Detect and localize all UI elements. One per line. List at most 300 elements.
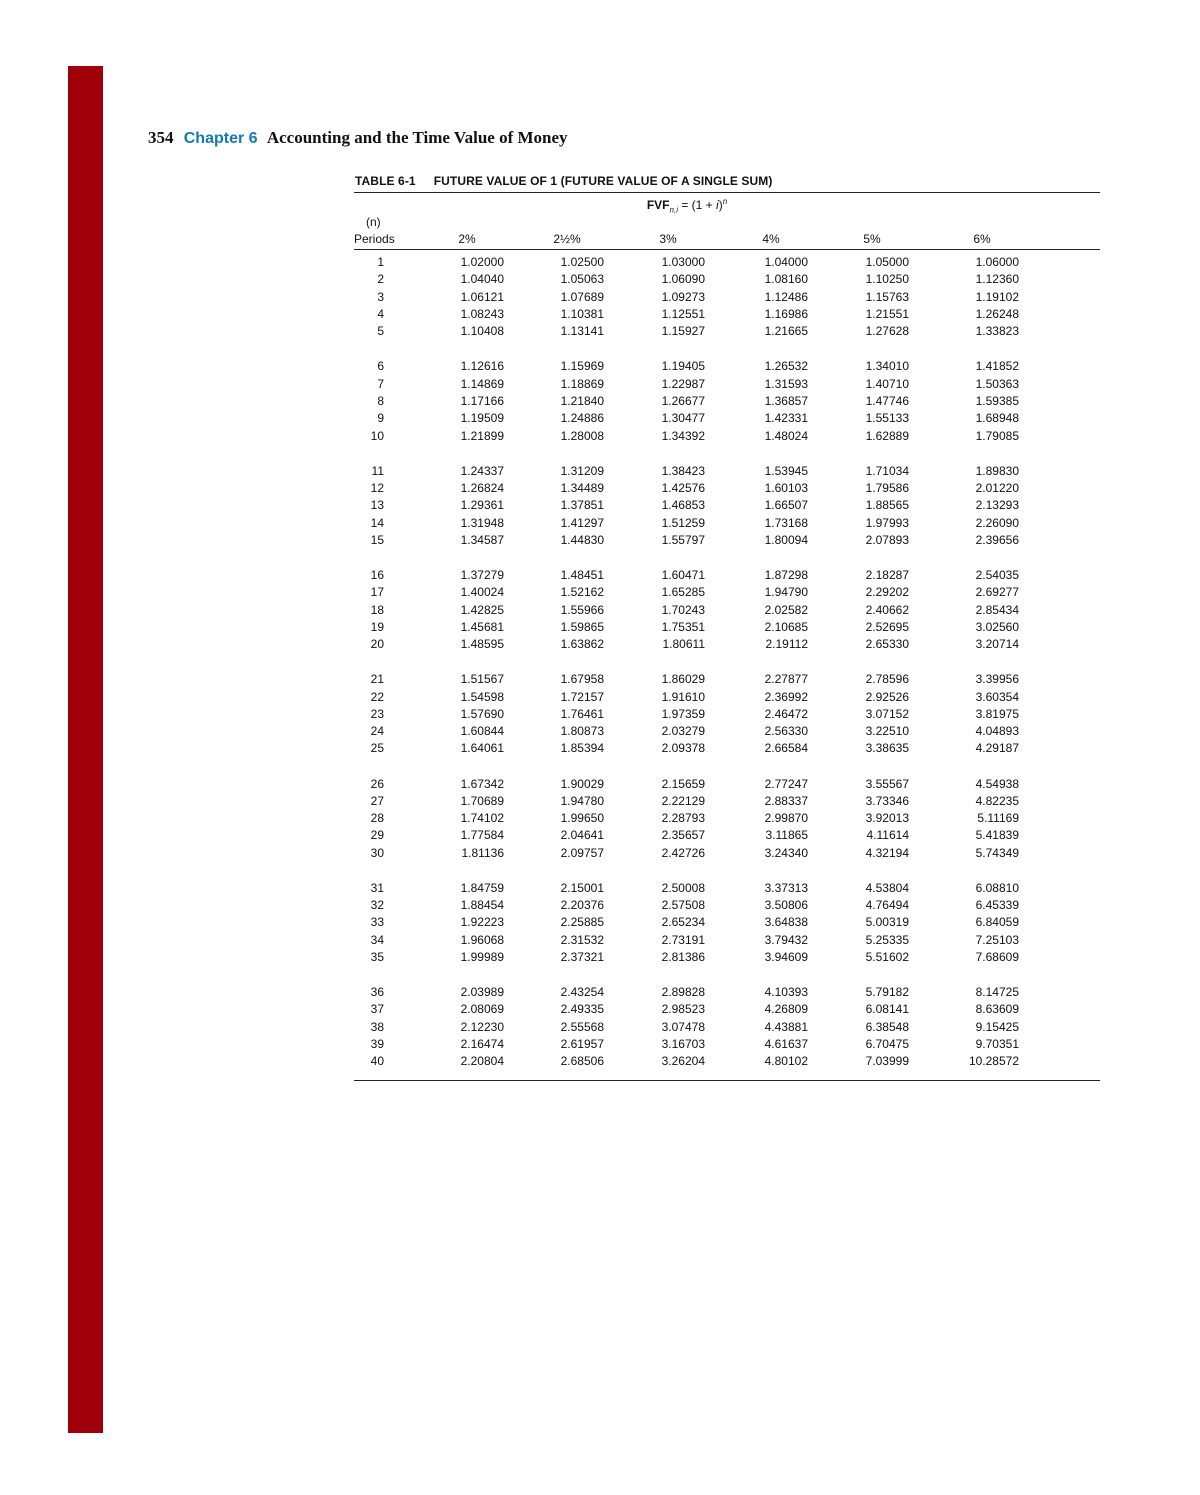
value-cell: 2.35657 (661, 828, 705, 843)
period-cell: 6 (377, 359, 384, 374)
period-cell: 32 (370, 898, 384, 913)
formula-lhs: FVF (646, 198, 670, 212)
period-cell: 8 (377, 393, 384, 408)
period-cell: 4 (377, 306, 384, 321)
value-cell: 1.34489 (560, 480, 604, 495)
value-cell: 1.90029 (560, 776, 604, 791)
value-cell: 1.55797 (661, 532, 705, 547)
value-cell: 3.24340 (764, 845, 808, 860)
value-cell: 1.37851 (560, 498, 604, 513)
value-cell: 1.80873 (560, 724, 604, 739)
value-cell: 2.92526 (865, 689, 909, 704)
value-cell: 1.62889 (865, 428, 909, 443)
period-cell: 40 (370, 1054, 384, 1069)
value-cell: 1.19405 (661, 359, 705, 374)
value-cell: 1.67958 (560, 672, 604, 687)
value-cell: 1.09273 (661, 289, 705, 304)
rate-header-2-5: 2½% (553, 232, 581, 246)
value-cell: 1.86029 (661, 672, 705, 687)
value-cell: 4.32194 (865, 845, 909, 860)
value-cell: 6.08810 (975, 880, 1019, 895)
value-cell: 1.84759 (460, 880, 504, 895)
value-cell: 6.45339 (975, 898, 1019, 913)
value-cell: 2.65234 (661, 915, 705, 930)
value-cell: 3.39956 (975, 672, 1019, 687)
page-edge-bar (68, 66, 103, 1433)
value-cell: 1.34587 (460, 532, 504, 547)
value-cell: 6.38548 (865, 1019, 909, 1034)
value-cell: 2.08069 (460, 1002, 504, 1017)
value-cell: 1.42576 (661, 480, 705, 495)
formula-rhs: (1 + (691, 198, 717, 212)
value-cell: 1.26532 (764, 359, 808, 374)
value-cell: 1.10408 (460, 324, 504, 339)
rate-header-6: 6% (973, 232, 991, 246)
value-cell: 1.87298 (764, 567, 808, 582)
period-cell: 2 (377, 272, 384, 287)
value-cell: 1.40024 (460, 585, 504, 600)
running-header (148, 128, 568, 148)
period-cell: 23 (370, 706, 384, 721)
value-cell: 1.21665 (764, 324, 808, 339)
value-cell: 1.22987 (661, 376, 705, 391)
value-cell: 9.15425 (975, 1019, 1019, 1034)
value-cell: 2.99870 (764, 811, 808, 826)
value-cell: 3.55567 (865, 776, 909, 791)
value-cell: 7.68609 (975, 950, 1019, 964)
value-cell: 2.98523 (661, 1002, 705, 1017)
value-cell: 2.65330 (865, 637, 909, 652)
value-cell: 3.11865 (765, 828, 808, 843)
value-cell: 2.85434 (975, 602, 1019, 617)
value-cell: 1.08160 (764, 272, 808, 287)
value-cell: 2.36992 (764, 689, 808, 704)
value-cell: 1.50363 (975, 376, 1019, 391)
value-cell: 3.07478 (661, 1019, 705, 1034)
value-cell: 1.59385 (975, 393, 1019, 408)
value-cell: 1.97993 (865, 515, 909, 530)
value-cell: 3.92013 (865, 811, 909, 826)
value-cell: 1.52162 (560, 585, 604, 600)
value-cell: 1.65285 (661, 585, 705, 600)
value-cell: 2.73191 (661, 932, 705, 947)
value-cell: 1.33823 (975, 324, 1019, 339)
period-cell: 21 (370, 672, 384, 687)
value-cell: 2.57508 (661, 898, 705, 913)
value-cell: 7.25103 (975, 932, 1019, 947)
value-cell: 1.24337 (460, 463, 504, 478)
value-cell: 2.07893 (865, 532, 909, 547)
value-cell: 2.46472 (764, 706, 808, 721)
value-cell: 1.57690 (460, 706, 504, 721)
value-cell: 4.26809 (764, 1002, 808, 1017)
value-cell: 3.22510 (865, 724, 909, 739)
value-cell: 2.20804 (460, 1054, 504, 1069)
value-cell: 1.12360 (975, 272, 1019, 287)
value-cell: 1.60471 (661, 567, 705, 582)
value-cell: 1.64061 (460, 741, 504, 756)
value-cell: 1.26824 (460, 480, 504, 495)
value-cell: 2.13293 (975, 498, 1019, 513)
value-cell: 1.12616 (460, 359, 504, 374)
value-cell: 2.68506 (560, 1054, 604, 1069)
value-cell: 4.11614 (866, 828, 909, 843)
value-cell: 2.54035 (975, 567, 1019, 582)
value-cell: 1.94790 (764, 585, 808, 600)
value-cell: 1.21840 (560, 393, 604, 408)
period-cell: 10 (370, 428, 384, 443)
period-cell: 5 (377, 324, 384, 339)
value-cell: 1.60103 (764, 480, 808, 495)
value-cell: 2.69277 (975, 585, 1019, 600)
table-title: FUTURE VALUE OF 1 (FUTURE VALUE OF A SINGLE SUM) (433, 174, 773, 188)
period-cell: 34 (370, 932, 384, 947)
value-cell: 6.84059 (975, 915, 1019, 930)
value-cell: 2.26090 (975, 515, 1019, 530)
value-cell: 9.70351 (975, 1037, 1019, 1051)
value-cell: 2.52695 (865, 619, 909, 634)
formula-subscript: n,i (669, 205, 678, 215)
period-cell: 37 (370, 1002, 384, 1017)
value-cell: 3.64838 (764, 915, 808, 930)
value-cell: 6.70475 (865, 1037, 909, 1051)
value-cell: 2.27877 (764, 672, 808, 687)
value-cell: 1.06121 (460, 289, 504, 304)
value-cell: 1.38423 (661, 463, 705, 478)
value-cell: 1.06090 (661, 272, 705, 287)
value-cell: 2.02582 (764, 602, 808, 617)
value-cell: 4.61637 (764, 1037, 808, 1051)
value-cell: 2.04641 (560, 828, 604, 843)
value-cell: 2.40662 (865, 602, 909, 617)
chapter-title: Accounting and the Time Value of Money (266, 128, 568, 147)
value-cell: 3.26204 (661, 1054, 705, 1069)
value-cell: 1.79085 (975, 428, 1019, 443)
period-cell: 33 (370, 915, 384, 930)
bottom-rule (354, 1080, 1100, 1081)
value-cell: 3.38635 (865, 741, 909, 756)
value-cell: 3.73346 (865, 793, 909, 808)
value-cell: 1.21551 (865, 306, 909, 321)
value-cell: 2.37321 (560, 950, 604, 964)
value-cell: 1.12486 (764, 289, 808, 304)
value-cell: 4.80102 (764, 1054, 808, 1069)
value-cell: 1.28008 (560, 428, 604, 443)
value-cell: 7.03999 (865, 1054, 909, 1069)
value-cell: 2.39656 (975, 532, 1019, 547)
value-cell: 1.55966 (560, 602, 604, 617)
value-cell: 1.46853 (661, 498, 705, 513)
period-cell: 14 (370, 515, 384, 530)
value-cell: 5.11169 (977, 811, 1019, 826)
value-cell: 4.43881 (764, 1019, 808, 1034)
period-cell: 35 (370, 950, 384, 964)
value-cell: 2.19112 (765, 637, 808, 652)
page-number: 354 (148, 128, 174, 147)
value-cell: 4.10393 (764, 985, 808, 1000)
value-cell: 1.48024 (764, 428, 808, 443)
value-cell: 1.67342 (460, 776, 504, 791)
value-cell: 1.80094 (764, 532, 808, 547)
value-cell: 3.50806 (764, 898, 808, 913)
period-cell: 1 (377, 255, 384, 269)
value-cell: 1.81136 (461, 845, 504, 860)
rate-header-5: 5% (863, 232, 881, 246)
value-cell: 2.03989 (460, 985, 504, 1000)
value-cell: 1.47746 (865, 393, 909, 408)
header-rule (354, 249, 1100, 250)
value-cell: 1.42331 (764, 411, 808, 426)
period-cell: 12 (370, 480, 384, 495)
value-cell: 2.78596 (865, 672, 909, 687)
value-cell: 10.28572 (968, 1054, 1019, 1069)
table-formula (0, 197, 1200, 214)
value-cell: 1.02000 (460, 255, 504, 269)
period-cell: 22 (370, 689, 384, 704)
value-cell: 3.37313 (764, 880, 808, 895)
value-cell: 5.00319 (865, 915, 909, 930)
value-cell: 1.13141 (560, 324, 604, 339)
value-cell: 1.10250 (865, 272, 909, 287)
formula-i: i (716, 198, 719, 212)
value-cell: 2.43254 (560, 985, 604, 1000)
value-cell: 1.92223 (460, 915, 504, 930)
value-cell: 1.05063 (560, 272, 604, 287)
value-cell: 1.88565 (865, 498, 909, 513)
value-cell: 1.51567 (460, 672, 504, 687)
value-cell: 1.72157 (560, 689, 604, 704)
value-cell: 1.24886 (560, 411, 604, 426)
value-cell: 1.12551 (661, 306, 705, 321)
period-cell: 26 (370, 776, 384, 791)
value-cell: 2.88337 (764, 793, 808, 808)
value-cell: 5.79182 (865, 985, 909, 1000)
value-cell: 1.99989 (460, 950, 504, 964)
value-cell: 1.89830 (975, 463, 1019, 478)
period-cell: 36 (370, 985, 384, 1000)
value-cell: 1.77584 (460, 828, 504, 843)
value-cell: 1.66507 (764, 498, 808, 513)
value-cell: 1.40710 (865, 376, 909, 391)
value-cell: 1.59865 (560, 619, 604, 634)
value-cell: 1.63862 (560, 637, 604, 652)
value-cell: 2.66584 (764, 741, 808, 756)
value-cell: 2.12230 (460, 1019, 504, 1034)
value-cell: 1.48595 (460, 637, 504, 652)
value-cell: 1.26677 (661, 393, 705, 408)
value-cell: 3.60354 (975, 689, 1019, 704)
value-cell: 1.31209 (560, 463, 604, 478)
period-cell: 24 (370, 724, 384, 739)
value-cell: 1.31948 (460, 515, 504, 530)
value-cell: 1.34010 (865, 359, 909, 374)
value-cell: 1.07689 (560, 289, 604, 304)
n-label: (n) (366, 215, 381, 229)
value-cell: 1.34392 (661, 428, 705, 443)
value-cell: 1.91610 (661, 689, 705, 704)
value-cell: 3.07152 (865, 706, 909, 721)
value-cell: 1.85394 (560, 741, 604, 756)
value-cell: 2.42726 (661, 845, 705, 860)
period-cell: 20 (370, 637, 384, 652)
value-cell: 1.42825 (460, 602, 504, 617)
value-cell: 4.53804 (865, 880, 909, 895)
value-cell: 2.77247 (764, 776, 808, 791)
rate-header-3: 3% (659, 232, 677, 246)
value-cell: 1.21899 (460, 428, 504, 443)
value-cell: 2.89828 (661, 985, 705, 1000)
period-cell: 27 (370, 793, 384, 808)
value-cell: 1.29361 (460, 498, 504, 513)
value-cell: 1.18869 (560, 376, 604, 391)
value-cell: 1.17166 (460, 393, 504, 408)
value-cell: 2.15659 (661, 776, 705, 791)
value-cell: 1.96068 (460, 932, 504, 947)
value-cell: 1.41297 (560, 515, 604, 530)
value-cell: 1.36857 (764, 393, 808, 408)
value-cell: 1.79586 (865, 480, 909, 495)
value-cell: 5.41839 (975, 828, 1019, 843)
value-cell: 2.50008 (661, 880, 705, 895)
value-cell: 3.81975 (975, 706, 1019, 721)
period-cell: 39 (370, 1037, 384, 1051)
value-cell: 1.06000 (975, 255, 1019, 269)
period-cell: 3 (377, 289, 384, 304)
value-cell: 1.41852 (975, 359, 1019, 374)
value-cell: 1.45681 (460, 619, 504, 634)
value-cell: 3.02560 (975, 619, 1019, 634)
rate-header-2: 2% (458, 232, 476, 246)
value-cell: 1.15969 (560, 359, 604, 374)
value-cell: 3.79432 (764, 932, 808, 947)
value-cell: 1.97359 (661, 706, 705, 721)
period-cell: 15 (370, 532, 384, 547)
value-cell: 1.05000 (865, 255, 909, 269)
value-cell: 2.09378 (661, 741, 705, 756)
value-cell: 1.04000 (764, 255, 808, 269)
period-cell: 25 (370, 741, 384, 756)
value-cell: 1.37279 (460, 567, 504, 582)
value-cell: 2.22129 (661, 793, 705, 808)
value-cell: 2.16474 (460, 1037, 504, 1051)
value-cell: 8.63609 (975, 1002, 1019, 1017)
formula-equals: = (681, 198, 689, 212)
value-cell: 4.29187 (975, 741, 1019, 756)
value-cell: 2.81386 (661, 950, 705, 964)
value-cell: 2.55568 (560, 1019, 604, 1034)
periods-header: Periods (354, 232, 395, 246)
value-cell: 1.14869 (460, 376, 504, 391)
value-cell: 1.94780 (560, 793, 604, 808)
value-cell: 1.15763 (865, 289, 909, 304)
value-cell: 1.08243 (460, 306, 504, 321)
value-cell: 4.54938 (975, 776, 1019, 791)
value-cell: 2.18287 (865, 567, 909, 582)
period-cell: 29 (370, 828, 384, 843)
value-cell: 1.70689 (460, 793, 504, 808)
value-cell: 2.20376 (560, 898, 604, 913)
value-cell: 2.25885 (560, 915, 604, 930)
value-cell: 2.31532 (560, 932, 604, 947)
value-cell: 5.74349 (975, 845, 1019, 860)
value-cell: 3.16703 (661, 1037, 705, 1051)
formula-close: ) (718, 198, 723, 212)
table-caption (355, 174, 772, 188)
value-cell: 4.82235 (975, 793, 1019, 808)
value-cell: 1.75351 (661, 619, 705, 634)
value-cell: 1.10381 (560, 306, 604, 321)
value-cell: 2.28793 (661, 811, 705, 826)
value-cell: 1.51259 (661, 515, 705, 530)
value-cell: 1.73168 (764, 515, 808, 530)
value-cell: 1.74102 (460, 811, 504, 826)
value-cell: 1.19102 (975, 289, 1019, 304)
value-cell: 5.25335 (865, 932, 909, 947)
period-cell: 16 (370, 567, 384, 582)
value-cell: 1.70243 (661, 602, 705, 617)
value-cell: 1.80611 (662, 637, 705, 652)
value-cell: 1.60844 (460, 724, 504, 739)
rate-header-4: 4% (762, 232, 780, 246)
value-cell: 2.56330 (764, 724, 808, 739)
value-cell: 6.08141 (865, 1002, 909, 1017)
value-cell: 1.76461 (560, 706, 604, 721)
value-cell: 1.27628 (865, 324, 909, 339)
period-cell: 17 (370, 585, 384, 600)
value-cell: 1.04040 (460, 272, 504, 287)
value-cell: 2.03279 (661, 724, 705, 739)
value-cell: 1.88454 (460, 898, 504, 913)
value-cell: 2.01220 (975, 480, 1019, 495)
value-cell: 1.54598 (460, 689, 504, 704)
period-cell: 31 (370, 880, 384, 895)
value-cell: 1.19509 (460, 411, 504, 426)
value-cell: 1.55133 (865, 411, 909, 426)
period-cell: 11 (371, 463, 384, 478)
value-cell: 1.48451 (560, 567, 604, 582)
value-cell: 1.31593 (764, 376, 808, 391)
period-cell: 38 (370, 1019, 384, 1034)
value-cell: 1.03000 (661, 255, 705, 269)
value-cell: 4.76494 (865, 898, 909, 913)
period-cell: 7 (377, 376, 384, 391)
formula-superscript: n (722, 197, 728, 206)
value-cell: 8.14725 (975, 985, 1019, 1000)
value-cell: 1.44830 (560, 532, 604, 547)
value-cell: 1.26248 (975, 306, 1019, 321)
value-cell: 3.20714 (975, 637, 1019, 652)
value-cell: 2.15001 (560, 880, 604, 895)
value-cell: 3.94609 (764, 950, 808, 964)
chapter-label: Chapter 6 (183, 130, 258, 147)
value-cell: 1.15927 (661, 324, 705, 339)
period-cell: 30 (370, 845, 384, 860)
value-cell: 1.99650 (560, 811, 604, 826)
table-label: TABLE 6-1 (355, 174, 416, 188)
period-cell: 28 (370, 811, 384, 826)
value-cell: 1.30477 (661, 411, 705, 426)
period-cell: 9 (377, 411, 384, 426)
value-cell: 2.49335 (560, 1002, 604, 1017)
value-cell: 2.29202 (865, 585, 909, 600)
period-cell: 18 (370, 602, 384, 617)
value-cell: 1.16986 (764, 306, 808, 321)
value-cell: 1.68948 (975, 411, 1019, 426)
value-cell: 2.10685 (764, 619, 808, 634)
value-cell: 1.71034 (865, 463, 909, 478)
period-cell: 13 (370, 498, 384, 513)
top-rule (354, 192, 1100, 193)
